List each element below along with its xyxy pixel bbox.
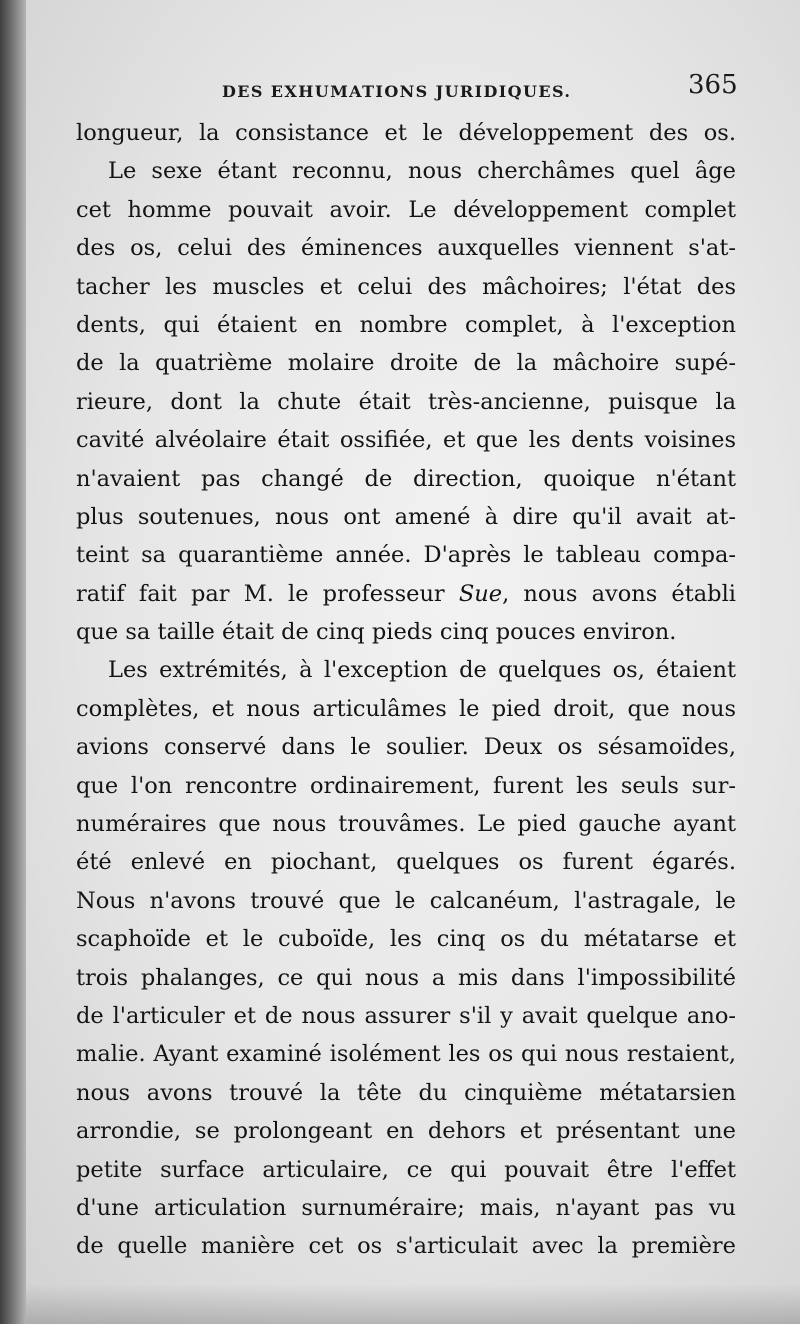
text-line: de quelle manière cet os s'articulait avec la première [76,1233,736,1260]
text-line: longueur, la consistance et le développement des os. [76,120,736,146]
text-line: malie. Ayant examiné isolément les os qui nous restaient, [76,1041,736,1068]
text-line: des os, celui des éminences auxquelles viennent s'at- [76,235,736,262]
text-line: scaphoïde et le cuboïde, les cinq os du métatarse et [76,926,736,953]
text-line: Nous n'avons trouvé que le calcanéum, l'astragale, le [76,887,736,914]
text-line-end: , nous avons établi [502,580,736,607]
text-line: avions conservé dans le soulier. Deux os sésamoïdes, [76,734,736,761]
text-line-start: ratif fait par M. le professeur [76,580,445,607]
page-header [0,70,800,110]
text-line: plus soutenues, nous ont amené à dire qu'il avait at- [76,503,736,530]
text-line: d'une articulation surnuméraire; mais, n'ayant pas vu [76,1194,736,1221]
text-line: petite surface articulaire, ce qui pouvait être l'effet [76,1156,736,1183]
text-line: tacher les muscles et celui des mâchoires; l'état des [76,273,736,300]
text-line: dents, qui étaient en nombre complet, à l'exception [76,311,736,338]
page-number: 365 [688,70,738,100]
body-text [76,114,736,1266]
text-line: trois phalanges, ce qui nous a mis dans l'impossibilité [76,964,736,991]
text-line: de l'articuler et de nous assurer s'il y avait quelque ano- [76,1002,736,1029]
text-line: n'avaient pas changé de direction, quoique n'étant [76,465,736,492]
text-line: que sa taille était de cinq pieds cinq pouces environ. [76,619,677,646]
book-gutter-shadow [0,0,28,1324]
text-line: cavité alvéolaire était ossifiée, et que les dents voisines [76,427,736,454]
running-head: DES EXHUMATIONS JURIDIQUES. [222,82,572,101]
text-line: numéraires que nous trouvâmes. Le pied gauche ayant [76,811,736,838]
text-line: complètes, et nous articulâmes le pied droit, que nous [76,695,736,722]
text-line: que l'on rencontre ordinairement, furent les seuls sur- [76,772,736,799]
text-line: Les extrémités, à l'exception de quelques os, étaient [108,657,736,684]
text-line: nous avons trouvé la tête du cinquième métatarsien [76,1079,736,1106]
text-line: Le sexe étant reconnu, nous cherchâmes quel âge [108,158,736,185]
text-line: cet homme pouvait avoir. Le développement complet [76,196,736,223]
text-line: de la quatrième molaire droite de la mâchoire supé- [76,350,736,377]
text-line-with-italic [76,575,736,613]
italic-name: Sue [458,580,503,607]
text-line: teint sa quarantième année. D'après le tableau compa- [76,542,736,569]
text-line: arrondie, se prolongeant en dehors et présentant une [76,1118,736,1145]
text-line: rieure, dont la chute était très-ancienne, puisque la [76,388,736,415]
page-bottom-shade [26,1284,800,1324]
text-line: été enlevé en piochant, quelques os furent égarés. [76,849,736,876]
